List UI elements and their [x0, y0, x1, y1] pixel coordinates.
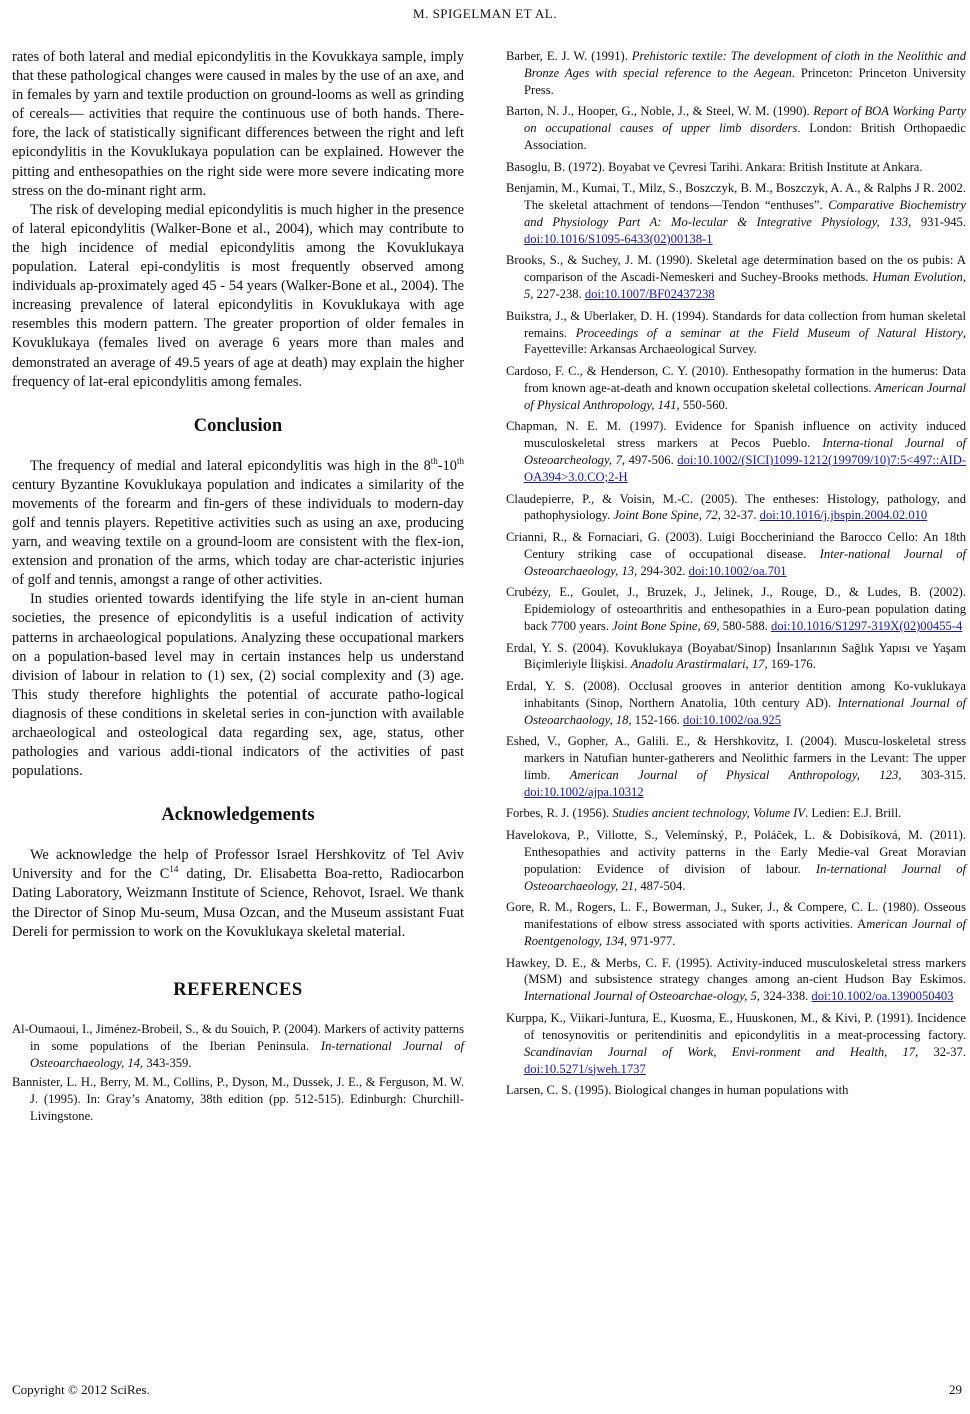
body-paragraph: [12, 846, 464, 941]
ref-text: Gore, R. M., Rogers, L. F., Bowerman, J., Suker, J., & Compere, C. L. (1980). Osseous manifestations of elbow stress associated with sports activities. A: [506, 900, 966, 932]
reference-list-left: [12, 1021, 464, 1125]
ref-text: 294-302.: [637, 563, 689, 578]
ref-journal: American Journal of Physical Anthropology, 123,: [569, 768, 902, 783]
reference-entry: [506, 252, 966, 303]
doi-link[interactable]: doi:10.1002/oa.701: [688, 563, 787, 578]
ref-journal: In-ternational Journal of Osteoarchaeology, 21,: [524, 861, 966, 893]
doi-link[interactable]: doi:10.1002/(SICI)1099-1212(199709/10)7:5<497::AID-OA394>3.0.CO;2-H: [524, 453, 966, 484]
superscript: th: [456, 455, 464, 466]
reference-entry: [506, 308, 966, 359]
reference-entry: [506, 678, 966, 729]
ref-text: Brooks, S., & Suchey, J. M. (1990). Skeletal age determination based on the os pubis: A comparison of the Ascadi-Nemeskeri and Suchey-Brooks methods.: [506, 253, 966, 285]
running-head: M. SPIGELMAN ET AL.: [413, 6, 557, 21]
ref-text: 32-37.: [720, 508, 760, 523]
ref-journal: Joint Bone Spine, 72,: [613, 508, 721, 523]
section-heading-acknowledgements: Acknowledgements: [161, 805, 315, 826]
reference-entry: [506, 1082, 966, 1099]
doi-link[interactable]: doi:10.5271/sjweh.1737: [524, 1061, 646, 1076]
ref-text: 152-166.: [631, 712, 684, 727]
ref-text: Benjamin, M., Kumai, T., Milz, S., Boszczyk, B. M., Boszczyk, A. A., & Ralphs J R. 2002. The skeletal attachment of tendons—Tendon “enthuses”.: [506, 181, 966, 213]
ref-text: Al-Oumaoui, I., Jiménez-Brobeil, S., & du Souich, P. (2004). Markers of activity patterns in some populations of the Iberian Peninsula.: [12, 1021, 464, 1053]
ref-text: 971-977.: [627, 934, 676, 948]
ref-journal: Proceedings of a seminar at the Field Museum of Natural History: [575, 325, 963, 340]
ref-text: Barber, E. J. W. (1991).: [506, 49, 632, 63]
ref-text: Buikstra, J., & Uberlaker, D. H. (1994). Standards for data collection from human skeletal remains.: [506, 308, 966, 340]
ref-text: 324-338.: [760, 989, 812, 1004]
ref-journal: Scandinavian Journal of Work, Envi-ronment and Health, 17,: [524, 1044, 919, 1059]
ref-text: 303-315.: [901, 768, 966, 783]
text-run: century Byzantine Kovuklukaya population and indicates a similarity of the movements of the forearm and fin-gers of these individuals to modern-day golf and tennis players. Repetitive activities such as using an axe, producing yarn, and weaving textile on a ground-loom are consistent with the flex-ion, extension and pronation of the arms, which today are char-acteristic injuries of golf and tennis, amongst a range of other activities.: [12, 476, 464, 589]
ref-text: . London: British Orthopaedic Association.: [524, 121, 966, 153]
ref-journal: Human Evolution, 5,: [524, 270, 966, 302]
reference-entry: [506, 955, 966, 1006]
reference-entry: [506, 418, 966, 486]
ref-journal: Comparative Biochemistry and Physiology Part A: Mo-lecular & Integrative Physiology, 133,: [524, 198, 967, 229]
ref-text: . Princeton: Princeton University Press.: [524, 65, 966, 97]
ref-journal: Report of BOA Working Party on occupational causes of upper limb disorders: [524, 104, 966, 136]
ref-text: 487-504.: [637, 878, 686, 893]
ref-text: 227-238.: [533, 287, 585, 302]
ref-text: Crubézy, E., Goulet, J., Bruzek, J., Jelinek, J., Rouge, D., & Ludes, B. (2002). Epidemiology of osteoarthritis and enthesopathies in a Euro-pean population dating back 7700 years.: [506, 585, 966, 634]
reference-entry: [12, 1021, 464, 1072]
ref-journal: merican Journal of Roentgenology, 134,: [524, 917, 966, 948]
ref-journal: International Journal of Osteoarchaology, 18,: [524, 695, 966, 727]
body-paragraph: [12, 457, 464, 591]
page-number: 29: [949, 1382, 962, 1397]
ref-journal: Interna-tional Journal of Osteoarcheology, 7,: [524, 436, 966, 468]
reference-list-right: [506, 48, 966, 1099]
ref-text: . Ledien: E.J. Brill.: [805, 806, 902, 821]
ref-text: Eshed, V., Gopher, A., Galili. E., & Hershkovitz, I. (2004). Muscu-loskeletal stress markers in Natufian hunter-gatherers and Neolithic farmers in the Levant: The upper limb.: [506, 734, 966, 783]
ref-text: 931-945.: [911, 214, 966, 229]
text-run: The frequency of medial and lateral epicondylitis was high in the 8: [30, 457, 431, 474]
copyright-notice: Copyright © 2012 SciRes.: [12, 1382, 150, 1397]
ref-text: Erdal, Y. S. (2004). Kovuklukaya (Boyabat/Sinop) İnsanlarının Sağlık Yapısı ve Yaşam Biçimleriyle İlişkisi.: [506, 640, 966, 672]
reference-entry: [506, 899, 966, 950]
ref-text: Basoglu, B. (1972). Boyabat ve Çevresi Tarihi. Ankara: British Institute at Ankara.: [506, 159, 923, 174]
body-paragraph: In studies oriented towards identifying the life style in an-cient human societies, the presence of epicondylitis is a useful indication of activity patterns in archaeological populations. Analyzing these occupational markers on a population-based level may in certain instances help us understand division of labour in relation to (1) sex, (2) social complexity and (3) age. This study therefore highlights the potential of accurate patho-logical diagnosis of these conditions in skeletal series in con-junction with available archaeological and osteological data regarding sex, age, status, other pathologies and various addi-tional indicators of the activities of past populations.: [12, 591, 464, 780]
text-run: dating, Dr. Elisabetta Boa-retto, Radiocarbon Dating Laboratory, Weizmann Institute of Science, Rehovot, Israel. We thank the Director of Sinop Mu-seum, Musa Ozcan, and the Museum assistant Fuat Dereli for permission to work on the Kovuklukaya skeletal material.: [12, 866, 464, 940]
ref-journal: Joint Bone Spine, 69,: [612, 619, 720, 634]
ref-text: Barton, N. J., Hooper, G., Noble, J., & Steel, W. M. (1990).: [506, 104, 814, 119]
ref-text: 343-359.: [143, 1055, 192, 1070]
reference-entry: [506, 159, 966, 176]
ref-text: 497-506.: [625, 453, 678, 468]
left-column: [12, 48, 464, 1128]
body-paragraph: The risk of developing medial epicondylitis is much higher in the presence of lateral epicondylitis (Walker-Bone et al., 2004), which may contribute to the high incidence of medial epicondylitis among the Kovuklukaya population. Lateral epi-condylitis is most frequently observed among individuals ap-proximately aged 45 - 54 years (Walker-Bone et al., 2004). The increasing prevalence of lateral epicondylitis in Kovuklukaya with age resembles this modern pattern. The greater proportion of older females in Kovuklukaya (females lived on average 6 years more than males and demonstrated an average of 49.5 years of age at death) may explain the higher frequency of lat-eral epicondylitis among females.: [12, 201, 464, 390]
doi-link[interactable]: doi:10.1002/oa.925: [683, 712, 781, 727]
reference-entry: [506, 491, 966, 525]
doi-link[interactable]: doi:10.1007/BF02437238: [584, 287, 715, 302]
ref-text: 580-588.: [719, 619, 771, 634]
reference-entry: [12, 1074, 464, 1125]
ref-journal: Studies ancient technology, Volume IV: [612, 806, 806, 821]
ref-journal: Prehistoric textile: The development of cloth in the Neolithic and Bronze Ages with special reference to the Aegean: [524, 49, 966, 80]
ref-text: Kurppa, K., Viikari-Juntura, E., Kuosma, E., Huuskonen, M., & Kivi, P. (1991). Incidence of tenosynovitis or peritendinitis and epicondylitis in a meat-processing factory.: [506, 1010, 966, 1042]
ref-journal: Anadolu Arastirmalari, 17,: [630, 657, 768, 672]
doi-link[interactable]: doi:10.1016/S1297-319X(02)00455-4: [770, 619, 963, 634]
reference-entry: [506, 180, 966, 248]
reference-entry: [506, 1010, 966, 1078]
doi-link[interactable]: doi:10.1002/ajpa.10312: [524, 784, 644, 799]
ref-text: Cardoso, F. C., & Henderson, C. Y. (2010). Enthesopathy formation in the humerus: Data from known age-at-death and known occupation skeletal collections.: [506, 363, 966, 395]
ref-text: Larsen, C. S. (1995). Biological changes in human populations with: [506, 1083, 849, 1098]
ref-text: Forbes, R. J. (1956).: [506, 806, 613, 821]
body-paragraph: rates of both lateral and medial epicondylitis in the Kovukkaya sample, imply that these pathological changes were caused in males by the use of an axe, and in females by yarn and textile production on ground-looms as well as grinding of cereals— activities that require the continuous use of both hands. There-fore, the lack of statistically significant differences between the right and left epicondylitis in the Kovuklukaya population can be explained. However the pitting and enthesopathies on the right side were more severe indicating more stress on the do-minant right arm.: [12, 49, 464, 199]
ref-text: Chapman, N. E. M. (1997). Evidence for Spanish influence on activity induced musculoskeletal stress markers at Pecos Pueblo.: [506, 419, 966, 451]
reference-entry: [506, 48, 966, 99]
reference-entry: [506, 640, 966, 674]
reference-entry: [506, 805, 966, 822]
reference-entry: [506, 103, 966, 154]
text-run: We acknowledge the help of Professor Israel Hershkovitz of Tel Aviv University and for the C: [12, 847, 464, 883]
ref-text: Erdal, Y. S. (2008). Occlusal grooves in anterior dentition among Ko-vuklukaya inhabitants (Sinop, Northern Anatolia, 10th century AD).: [506, 678, 966, 710]
reference-entry: [506, 827, 966, 895]
ref-text: 550-560.: [679, 397, 728, 412]
ref-journal: International Journal of Osteoarchae-ology, 5,: [524, 989, 760, 1004]
right-column: [506, 48, 966, 1104]
ref-text: , Fayetteville: Arkansas Archaeological Survey.: [524, 325, 966, 357]
doi-link[interactable]: doi:10.1016/S1095-6433(02)00138-1: [524, 231, 713, 246]
ref-journal: Inter-national Journal of Osteoarchaeology, 13,: [524, 546, 966, 578]
ref-text: Hawkey, D. E., & Merbs, C. F. (1995). Activity-induced musculoskeletal stress markers (MSM) and subsistence strategy changes among an-cient Hudson Bay Eskimos.: [506, 955, 966, 987]
ref-text: 169-176.: [767, 657, 816, 672]
superscript: th: [430, 455, 438, 466]
doi-link[interactable]: doi:10.1002/oa.1390050403: [811, 989, 954, 1004]
ref-text: Claudepierre, P., & Voisin, M.-C. (2005). The entheses: Histology, pathology, and pathophysiology.: [506, 491, 966, 523]
text-run: -10: [437, 457, 457, 474]
ref-journal: In-ternational Journal of Osteoarchaeology, 14,: [30, 1038, 464, 1070]
ref-text: 32-37.: [918, 1044, 966, 1059]
ref-text: Havelokova, P., Villotte, S., Velemínský, P., Poláček, L. & Dobisíková, M. (2011). Enthesopathies and activity patterns in the Early Medie-val Great Moravian population: Evidence of division of labour.: [506, 827, 966, 876]
reference-entry: [506, 363, 966, 414]
doi-link[interactable]: doi:10.1016/j.jbspin.2004.02.010: [759, 508, 928, 523]
superscript: 14: [169, 864, 179, 875]
ref-journal: American Journal of Physical Anthropology, 141,: [524, 380, 966, 412]
ref-text: Bannister, L. H., Berry, M. M., Collins, P., Dyson, M., Dussek, J. E., & Ferguson, M. W. J. (1995). In: Gray’s Anatomy, 38th edition (pp. 512-515). Edinburgh: Churchill-Livingstone.: [12, 1075, 464, 1124]
section-heading-references: REFERENCES: [173, 979, 303, 1000]
section-heading-conclusion: Conclusion: [193, 415, 283, 436]
ref-text: Crianni, R., & Fornaciari, G. (2003). Luigi Boccheriniand the Barocco Cello: An 18th Century striking case of occupational disease.: [506, 529, 966, 561]
reference-entry: [506, 529, 966, 580]
reference-entry: [506, 733, 966, 801]
reference-entry: [506, 584, 966, 635]
